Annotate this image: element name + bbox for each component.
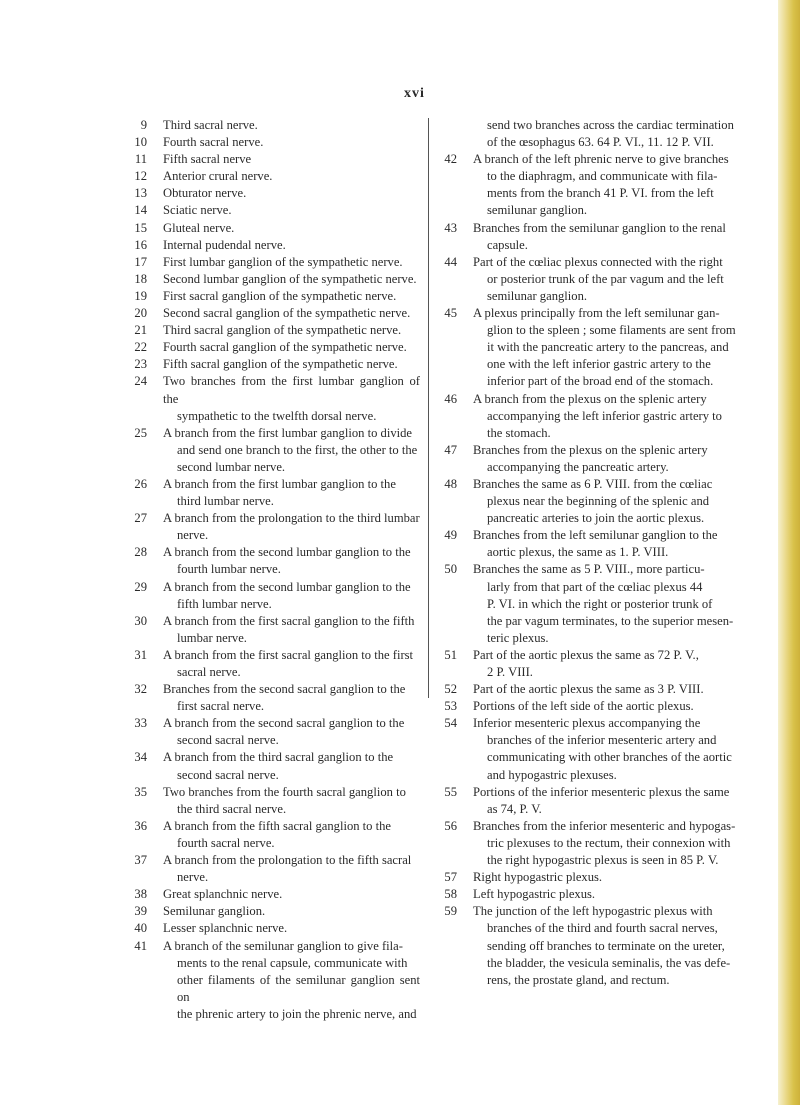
legend-line: Part of the aortic plexus the same as 72 P. V., bbox=[473, 647, 699, 662]
legend-line: Semilunar ganglion. bbox=[163, 904, 266, 919]
left-column bbox=[130, 117, 420, 1023]
legend-entry bbox=[130, 288, 420, 305]
legend-line: glion to the spleen ; some filaments are sent from bbox=[487, 323, 736, 338]
legend-entry bbox=[130, 818, 420, 852]
legend-entry bbox=[440, 442, 774, 476]
legend-line: Branches from the second sacral ganglion to the bbox=[163, 682, 406, 697]
legend-line: Inferior mesenteric plexus accompanying the bbox=[473, 716, 701, 731]
legend-number: 42 bbox=[444, 152, 457, 167]
legend-number: 28 bbox=[134, 545, 147, 560]
legend-number: 18 bbox=[134, 271, 147, 286]
legend-entry bbox=[440, 391, 774, 442]
legend-entry bbox=[130, 271, 420, 288]
legend-entry bbox=[440, 476, 774, 527]
legend-line: ments to the renal capsule, communicate with bbox=[177, 955, 408, 970]
legend-line: First lumbar ganglion of the sympathetic nerve. bbox=[163, 254, 403, 269]
legend-text bbox=[163, 920, 420, 937]
legend-entry bbox=[440, 818, 774, 869]
legend-text bbox=[473, 527, 774, 561]
legend-line: sympathetic to the twelfth dorsal nerve. bbox=[177, 408, 377, 423]
legend-line: A branch from the first sacral ganglion to the first bbox=[163, 647, 414, 662]
legend-line: Portions of the inferior mesenteric plexus the same bbox=[473, 784, 730, 799]
legend-line: Part of the cœliac plexus connected with the right bbox=[473, 254, 723, 269]
legend-number: 56 bbox=[444, 818, 457, 833]
legend-number: 51 bbox=[444, 647, 457, 662]
legend-line: A branch from the second lumbar ganglion to the bbox=[163, 545, 411, 560]
legend-number: 17 bbox=[134, 254, 147, 269]
legend-line: Branches from the plexus on the splenic artery bbox=[473, 442, 708, 457]
legend-line: Fifth sacral ganglion of the sympathetic nerve. bbox=[163, 357, 398, 372]
legend-text bbox=[163, 784, 420, 818]
legend-line: and hypogastric plexuses. bbox=[487, 767, 617, 782]
legend-entry bbox=[130, 749, 420, 783]
legend-entry bbox=[130, 339, 420, 356]
legend-line: Two branches from the fourth sacral ganglion to bbox=[163, 784, 406, 799]
legend-line: Gluteal nerve. bbox=[163, 220, 235, 235]
legend-line: fourth sacral nerve. bbox=[177, 835, 275, 850]
legend-text bbox=[163, 185, 420, 202]
legend-line: tric plexuses to the rectum, their connexion with bbox=[487, 835, 731, 850]
legend-entry bbox=[130, 237, 420, 254]
legend-entry bbox=[440, 647, 774, 681]
legend-entry bbox=[440, 254, 774, 305]
legend-line: one with the left inferior gastric artery to the bbox=[487, 357, 711, 372]
legend-line: inferior part of the broad end of the stomach. bbox=[487, 374, 714, 389]
legend-number: 50 bbox=[444, 562, 457, 577]
legend-number: 55 bbox=[444, 784, 457, 799]
legend-line: Anterior crural nerve. bbox=[163, 169, 273, 184]
legend-entry bbox=[130, 254, 420, 271]
legend-line: semilunar ganglion. bbox=[487, 288, 588, 303]
legend-entry bbox=[440, 715, 774, 783]
legend-line: the third sacral nerve. bbox=[177, 801, 287, 816]
legend-text bbox=[163, 938, 420, 1023]
legend-entry bbox=[130, 886, 420, 903]
legend-text bbox=[163, 425, 420, 476]
legend-text bbox=[163, 886, 420, 903]
legend-text bbox=[163, 579, 420, 613]
legend-line: Branches the same as 5 P. VIII., more particu- bbox=[473, 562, 705, 577]
legend-line: Third sacral ganglion of the sympathetic nerve. bbox=[163, 323, 402, 338]
legend-line: Second lumbar ganglion of the sympathetic nerve. bbox=[163, 271, 417, 286]
legend-number: 23 bbox=[134, 357, 147, 372]
legend-text bbox=[163, 288, 420, 305]
legend-line: the bladder, the vesicula seminalis, the vas defe- bbox=[487, 955, 731, 970]
legend-text bbox=[163, 271, 420, 288]
legend-line: Branches from the inferior mesenteric and hypogas- bbox=[473, 818, 736, 833]
legend-number: 38 bbox=[134, 887, 147, 902]
legend-number: 31 bbox=[134, 647, 147, 662]
legend-entry bbox=[130, 544, 420, 578]
continuation-line: send two branches across the cardiac termination bbox=[487, 118, 734, 132]
legend-entry bbox=[130, 920, 420, 937]
legend-text bbox=[163, 476, 420, 510]
legend-line: semilunar ganglion. bbox=[487, 203, 588, 218]
legend-line: A branch from the first sacral ganglion to the fifth bbox=[163, 613, 415, 628]
legend-line: Branches the same as 6 P. VIII. from the cœliac bbox=[473, 476, 713, 491]
legend-text bbox=[473, 886, 774, 903]
legend-entry bbox=[130, 938, 420, 1023]
legend-line: A branch from the third sacral ganglion to the bbox=[163, 750, 394, 765]
legend-number: 10 bbox=[134, 135, 147, 150]
legend-text bbox=[163, 220, 420, 237]
page-number: xvi bbox=[404, 86, 425, 101]
legend-text bbox=[163, 613, 420, 647]
legend-line: nerve. bbox=[177, 528, 209, 543]
legend-text bbox=[163, 852, 420, 886]
legend-number: 32 bbox=[134, 682, 147, 697]
legend-text bbox=[163, 903, 420, 920]
legend-line: first sacral nerve. bbox=[177, 699, 265, 714]
legend-text bbox=[163, 322, 420, 339]
legend-number: 15 bbox=[134, 220, 147, 235]
legend-line: A branch from the second lumbar ganglion to the bbox=[163, 579, 411, 594]
column-divider bbox=[428, 118, 429, 698]
legend-text bbox=[163, 134, 420, 151]
legend-entry bbox=[440, 561, 774, 646]
legend-text bbox=[163, 168, 420, 185]
legend-line: and send one branch to the first, the other to the bbox=[177, 442, 418, 457]
legend-line: to the diaphragm, and communicate with fila- bbox=[487, 169, 718, 184]
legend-text bbox=[473, 698, 774, 715]
legend-line: Branches from the semilunar ganglion to the renal bbox=[473, 220, 726, 235]
legend-entry bbox=[440, 886, 774, 903]
legend-number: 9 bbox=[140, 118, 147, 132]
legend-entry bbox=[130, 185, 420, 202]
legend-number: 54 bbox=[444, 716, 457, 731]
legend-number: 52 bbox=[444, 682, 457, 697]
legend-number: 53 bbox=[444, 699, 457, 714]
legend-entry bbox=[130, 510, 420, 544]
legend-line: rens, the prostate gland, and rectum. bbox=[487, 972, 670, 987]
legend-number: 49 bbox=[444, 528, 457, 543]
legend-line: Third sacral nerve. bbox=[163, 118, 258, 132]
legend-entry bbox=[130, 681, 420, 715]
legend-entry bbox=[130, 322, 420, 339]
legend-line: A plexus principally from the left semilunar gan- bbox=[473, 306, 720, 321]
legend-number: 58 bbox=[444, 887, 457, 902]
legend-text bbox=[163, 305, 420, 322]
legend-number: 34 bbox=[134, 750, 147, 765]
continuation-line: of the œsophagus 63. 64 P. VI., 11. 12 P. VII. bbox=[487, 135, 714, 150]
legend-number: 26 bbox=[134, 476, 147, 491]
legend-text bbox=[473, 220, 774, 254]
legend-line: Fourth sacral ganglion of the sympathetic nerve. bbox=[163, 340, 407, 355]
legend-line: Great splanchnic nerve. bbox=[163, 887, 283, 902]
legend-line: second lumbar nerve. bbox=[177, 459, 286, 474]
legend-entry bbox=[130, 151, 420, 168]
legend-entry bbox=[130, 425, 420, 476]
legend-line: Portions of the left side of the aortic plexus. bbox=[473, 699, 694, 714]
legend-number: 22 bbox=[134, 340, 147, 355]
legend-entry bbox=[130, 134, 420, 151]
legend-entry bbox=[130, 202, 420, 219]
continuation-text bbox=[440, 117, 774, 151]
legend-text bbox=[163, 510, 420, 544]
legend-entry bbox=[440, 903, 774, 988]
legend-line: aortic plexus, the same as 1. P. VIII. bbox=[487, 545, 669, 560]
legend-line: it with the pancreatic artery to the pancreas, and bbox=[487, 340, 729, 355]
legend-line: Two branches from the first lumbar ganglion of the bbox=[163, 374, 420, 406]
legend-line: nerve. bbox=[177, 870, 209, 885]
legend-number: 45 bbox=[444, 306, 457, 321]
legend-line: branches of the inferior mesenteric artery and bbox=[487, 733, 717, 748]
legend-number: 57 bbox=[444, 870, 457, 885]
legend-entry bbox=[130, 579, 420, 613]
legend-number: 44 bbox=[444, 254, 457, 269]
legend-line: the par vagum terminates, to the superior mesen- bbox=[487, 613, 734, 628]
legend-line: accompanying the left inferior gastric artery to bbox=[487, 408, 722, 423]
legend-entry bbox=[130, 356, 420, 373]
legend-text bbox=[163, 254, 420, 271]
legend-line: larly from that part of the cœliac plexus 44 bbox=[487, 579, 703, 594]
legend-entry bbox=[130, 168, 420, 185]
legend-text bbox=[163, 117, 420, 134]
legend-entry bbox=[130, 852, 420, 886]
legend-line: A branch from the fifth sacral ganglion to the bbox=[163, 818, 392, 833]
legend-line: Internal pudendal nerve. bbox=[163, 237, 286, 252]
legend-entry bbox=[130, 305, 420, 322]
legend-number: 19 bbox=[134, 288, 147, 303]
legend-number: 11 bbox=[134, 152, 147, 167]
legend-line: A branch of the left phrenic nerve to give branches bbox=[473, 152, 729, 167]
legend-text bbox=[163, 237, 420, 254]
legend-number: 21 bbox=[134, 323, 147, 338]
legend-text bbox=[473, 818, 774, 869]
legend-text bbox=[163, 202, 420, 219]
legend-text bbox=[163, 373, 420, 424]
legend-line: the phrenic artery to join the phrenic nerve, and bbox=[177, 1006, 417, 1021]
legend-line: A branch from the first lumbar ganglion to the bbox=[163, 476, 396, 491]
legend-text bbox=[473, 903, 774, 988]
legend-number: 36 bbox=[134, 818, 147, 833]
legend-line: P. VI. in which the right or posterior trunk of bbox=[487, 596, 713, 611]
legend-text bbox=[473, 869, 774, 886]
legend-line: ments from the branch 41 P. VI. from the left bbox=[487, 186, 714, 201]
legend-entry bbox=[440, 305, 774, 390]
legend-line: A branch from the first lumbar ganglion to divide bbox=[163, 425, 413, 440]
legend-text bbox=[473, 151, 774, 219]
legend-entry bbox=[130, 613, 420, 647]
legend-text bbox=[163, 681, 420, 715]
legend-line: A branch from the prolongation to the fifth sacral bbox=[163, 853, 412, 868]
legend-line: A branch from the plexus on the splenic artery bbox=[473, 391, 707, 406]
legend-line: Fourth sacral nerve. bbox=[163, 135, 264, 150]
legend-number: 47 bbox=[444, 442, 457, 457]
right-column bbox=[440, 117, 774, 989]
legend-line: Right hypogastric plexus. bbox=[473, 870, 603, 885]
legend-number: 24 bbox=[134, 374, 147, 389]
legend-line: sacral nerve. bbox=[177, 665, 241, 679]
legend-line: capsule. bbox=[487, 237, 528, 252]
legend-entry bbox=[130, 903, 420, 920]
legend-line: fifth lumbar nerve. bbox=[177, 596, 272, 611]
legend-entry bbox=[130, 476, 420, 510]
legend-text bbox=[163, 339, 420, 356]
legend-line: Part of the aortic plexus the same as 3 P. VIII. bbox=[473, 682, 704, 697]
legend-line: other filaments of the semilunar ganglion sent on bbox=[177, 972, 420, 1004]
legend-line: 2 P. VIII. bbox=[487, 665, 533, 679]
legend-entry bbox=[130, 784, 420, 818]
legend-line: Second sacral ganglion of the sympathetic nerve. bbox=[163, 306, 411, 321]
legend-line: second sacral nerve. bbox=[177, 733, 279, 748]
legend-line: plexus near the beginning of the splenic and bbox=[487, 494, 710, 509]
legend-line: A branch of the semilunar ganglion to give fila- bbox=[163, 938, 403, 953]
legend-entry bbox=[130, 715, 420, 749]
legend-text bbox=[473, 391, 774, 442]
legend-entry bbox=[130, 117, 420, 134]
legend-number: 30 bbox=[134, 613, 147, 628]
legend-number: 33 bbox=[134, 716, 147, 731]
legend-number: 37 bbox=[134, 853, 147, 868]
legend-text bbox=[473, 647, 774, 681]
legend-text bbox=[473, 476, 774, 527]
legend-text bbox=[163, 151, 420, 168]
legend-line: the stomach. bbox=[487, 425, 551, 440]
legend-line: First sacral ganglion of the sympathetic nerve. bbox=[163, 288, 397, 303]
legend-line: Branches from the left semilunar ganglion to the bbox=[473, 528, 718, 543]
legend-line: fourth lumbar nerve. bbox=[177, 562, 281, 577]
legend-number: 46 bbox=[444, 391, 457, 406]
legend-line: the right hypogastric plexus is seen in 85 P. V. bbox=[487, 853, 719, 868]
legend-line: or posterior trunk of the par vagum and the left bbox=[487, 271, 724, 286]
legend-entry bbox=[130, 647, 420, 681]
legend-line: lumbar nerve. bbox=[177, 630, 247, 645]
legend-entry bbox=[130, 373, 420, 424]
legend-line: Left hypogastric plexus. bbox=[473, 887, 596, 902]
legend-entry bbox=[440, 220, 774, 254]
legend-number: 40 bbox=[134, 921, 147, 936]
legend-entry bbox=[440, 784, 774, 818]
legend-line: teric plexus. bbox=[487, 630, 549, 645]
legend-number: 13 bbox=[134, 186, 147, 201]
legend-number: 39 bbox=[134, 904, 147, 919]
legend-line: accompanying the pancreatic artery. bbox=[487, 459, 669, 474]
legend-line: communicating with other branches of the aortic bbox=[487, 750, 732, 765]
legend-entry bbox=[440, 681, 774, 698]
legend-text bbox=[163, 749, 420, 783]
legend-number: 29 bbox=[134, 579, 147, 594]
legend-number: 27 bbox=[134, 511, 147, 526]
legend-entry bbox=[440, 869, 774, 886]
legend-line: sending off branches to terminate on the ureter, bbox=[487, 938, 725, 953]
legend-text bbox=[473, 784, 774, 818]
legend-text bbox=[473, 561, 774, 646]
legend-number: 59 bbox=[444, 904, 457, 919]
legend-text bbox=[163, 647, 420, 681]
legend-line: as 74, P. V. bbox=[487, 801, 542, 816]
legend-entry bbox=[440, 698, 774, 715]
legend-line: pancreatic arteries to join the aortic plexus. bbox=[487, 511, 705, 526]
legend-text bbox=[163, 356, 420, 373]
legend-line: The junction of the left hypogastric plexus with bbox=[473, 904, 713, 919]
legend-line: Fifth sacral nerve bbox=[163, 152, 252, 167]
legend-number: 48 bbox=[444, 476, 457, 491]
page-edge bbox=[778, 0, 800, 1105]
legend-number: 14 bbox=[134, 203, 147, 218]
legend-number: 25 bbox=[134, 425, 147, 440]
legend-text bbox=[163, 715, 420, 749]
legend-text bbox=[473, 715, 774, 783]
legend-line: Lesser splanchnic nerve. bbox=[163, 921, 288, 936]
legend-entry bbox=[440, 527, 774, 561]
legend-text bbox=[473, 442, 774, 476]
legend-number: 20 bbox=[134, 306, 147, 321]
legend-number: 43 bbox=[444, 220, 457, 235]
legend-text bbox=[473, 254, 774, 305]
legend-line: Sciatic nerve. bbox=[163, 203, 232, 218]
legend-number: 35 bbox=[134, 784, 147, 799]
legend-entry bbox=[130, 220, 420, 237]
legend-number: 41 bbox=[134, 938, 147, 953]
legend-line: second sacral nerve. bbox=[177, 767, 279, 782]
legend-text bbox=[473, 305, 774, 390]
legend-line: branches of the third and fourth sacral nerves, bbox=[487, 921, 718, 936]
legend-line: A branch from the prolongation to the third lumbar bbox=[163, 511, 420, 526]
legend-line: A branch from the second sacral ganglion to the bbox=[163, 716, 405, 731]
legend-line: Obturator nerve. bbox=[163, 186, 247, 201]
legend-number: 12 bbox=[134, 169, 147, 184]
legend-text bbox=[473, 681, 774, 698]
legend-text bbox=[163, 544, 420, 578]
legend-text bbox=[163, 818, 420, 852]
legend-line: third lumbar nerve. bbox=[177, 494, 274, 509]
legend-entry bbox=[440, 151, 774, 219]
legend-number: 16 bbox=[134, 237, 147, 252]
